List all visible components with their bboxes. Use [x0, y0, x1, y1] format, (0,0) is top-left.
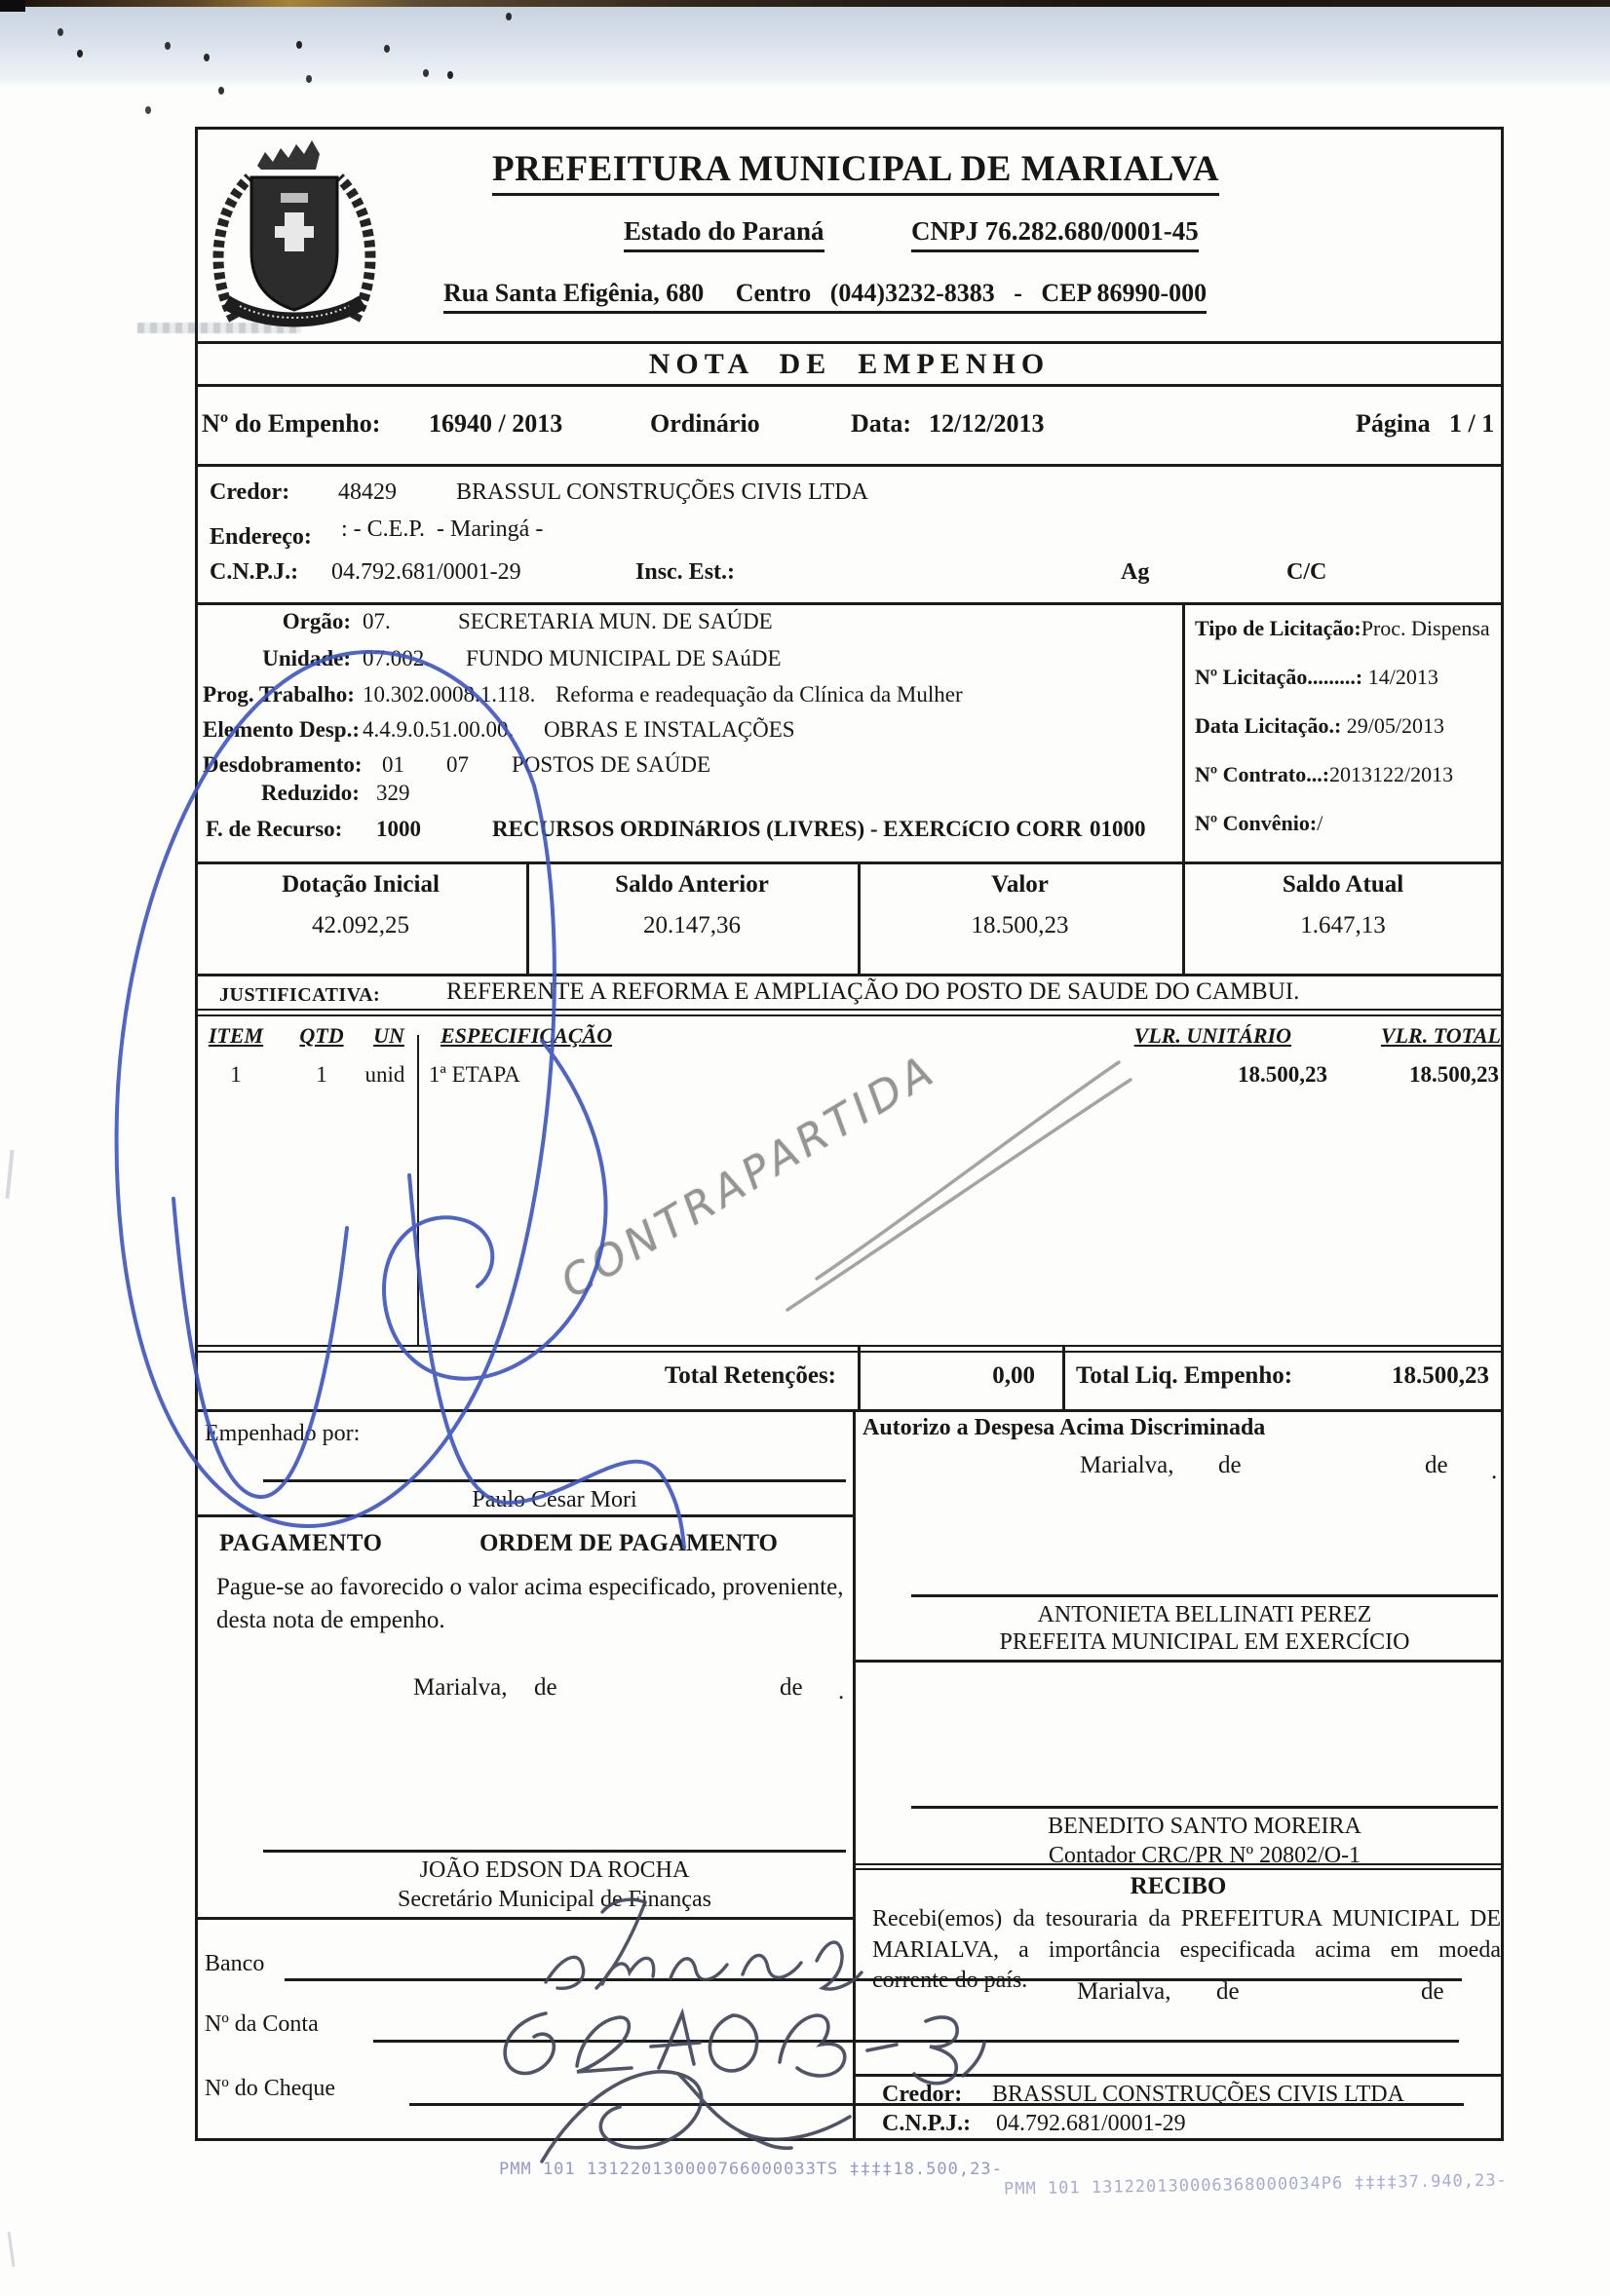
- credor-code: 48429: [338, 479, 397, 505]
- data-licitacao-line: [1195, 713, 1444, 739]
- total-retencoes-value: 0,00: [992, 1362, 1035, 1389]
- desdobramento-code: 01: [382, 752, 404, 777]
- border-totais-bottom: [195, 1409, 1504, 1412]
- page-title: PREFEITURA MUNICIPAL DE MARIALVA: [492, 148, 1219, 196]
- page-number: 1 / 1: [1449, 409, 1495, 438]
- ink-handwriting-cheque: [542, 2072, 850, 2162]
- fonte-recurso-extra: 01000: [1090, 817, 1146, 841]
- saldos-header-valor: Valor: [991, 871, 1049, 898]
- ink-handwriting-banco: [546, 1899, 862, 1989]
- pagamento-section-label: PAGAMENTO: [219, 1530, 383, 1556]
- header-state: Estado do Paraná: [624, 216, 824, 252]
- recibo-de1: de: [1216, 1978, 1240, 2005]
- data-licitacao-value: 29/05/2013: [1346, 713, 1445, 738]
- prog-trabalho-desc: Reforma e readequação da Clínica da Mulher: [556, 682, 963, 707]
- recibo-de2: de: [1421, 1978, 1444, 2005]
- num-convenio-label: Nº Convênio:: [1195, 811, 1318, 835]
- orgao-label: Orgão:: [282, 609, 351, 633]
- border-items-top-2: [195, 1014, 1504, 1016]
- item-cell-vlr-unitario: 18.500,23: [1238, 1062, 1327, 1087]
- conta-fill-line: [373, 2040, 1459, 2043]
- conta-label: Nº da Conta: [205, 2011, 319, 2037]
- border-credor-bottom: [195, 602, 1504, 605]
- cheque-label: Nº do Cheque: [205, 2076, 336, 2101]
- pagamento-de1: de: [534, 1674, 557, 1701]
- unidade-code: 07.002.: [363, 646, 430, 670]
- prog-trabalho-code: 10.302.0008.1.118.: [363, 682, 536, 707]
- header-cnpj: CNPJ 76.282.680/0001-45: [911, 216, 1199, 252]
- items-header-item: ITEM: [208, 1023, 264, 1048]
- recibo-body-text: Recebi(emos) da tesouraria da PREFEITURA MUNICIPAL DE MARIALVA, a importância especificada acima em moeda corrente do país.: [872, 1906, 1501, 1994]
- empenho-date: 12/12/2013: [929, 409, 1045, 438]
- page-border-left: [195, 127, 198, 2141]
- item-cell-espec: 1ª ETAPA: [429, 1062, 520, 1087]
- fonte-recurso-label: F. de Recurso:: [206, 817, 343, 841]
- signer-title-joao: Secretário Municipal de Finanças: [398, 1887, 711, 1912]
- border-empenhado-bottom: [195, 1514, 853, 1517]
- tipo-licitacao-label: Tipo de Licitação:: [1195, 616, 1361, 640]
- page-number-label: Página: [1356, 409, 1431, 438]
- scan-dust-specks: [0, 0, 4, 6]
- prog-trabalho-label: Prog. Trabalho:: [203, 682, 355, 707]
- elemento-desp-desc: OBRAS E INSTALAÇÕES: [544, 717, 795, 742]
- saldos-value-atual: 1.647,13: [1300, 912, 1386, 938]
- header-address: Rua Santa Efigênia, 680 Centro (044)3232-8383 - CEP 86990-000: [443, 279, 1207, 314]
- scan-edge-mark: [5, 1150, 14, 1199]
- border-totais-top-1: [195, 1345, 1504, 1347]
- coat-of-arms-logo: [207, 136, 382, 333]
- empenhado-por-label: Empenhado por:: [205, 1421, 361, 1446]
- num-convenio-line: [1195, 811, 1322, 836]
- border-saldos-bottom: [195, 974, 1504, 976]
- total-retencoes-label: Total Retenções:: [664, 1362, 836, 1389]
- insc-est-label: Insc. Est.:: [635, 559, 736, 585]
- scan-edge-mark: [8, 2232, 16, 2267]
- item-cell-qtd: 1: [316, 1062, 327, 1087]
- desdobramento-label: Desdobramento:: [203, 752, 363, 777]
- divider-signature-columns: [853, 1409, 856, 2138]
- signer-name-joao: JOÃO EDSON DA ROCHA: [419, 1857, 690, 1883]
- autorizo-de2: de: [1425, 1452, 1448, 1478]
- pagamento-city: Marialva,: [413, 1674, 508, 1701]
- justificativa-text: REFERENTE A REFORMA E AMPLIAÇÃO DO POSTO DE SAUDE DO CAMBUI.: [446, 978, 1300, 1005]
- num-contrato-value: 2013122/2013: [1329, 762, 1454, 786]
- empenho-number-label: Nº do Empenho:: [202, 409, 381, 438]
- desdobramento-desc: POSTOS DE SAÚDE: [512, 752, 711, 777]
- pencil-note-contrapartida: CONTRAPARTIDA: [552, 1045, 946, 1309]
- signer-title-antonieta: PREFEITA MUNICIPAL EM EXERCÍCIO: [999, 1629, 1410, 1655]
- machine-print-right: PMM 101 131220130006368000034P6 ‡‡‡‡37.940,23-: [1003, 2170, 1508, 2200]
- num-contrato-label: Nº Contrato...:: [1195, 762, 1330, 786]
- credor-name: BRASSUL CONSTRUÇÕES CIVIS LTDA: [456, 479, 868, 505]
- orgao-code: 07.: [363, 609, 391, 633]
- document-title: NOTA DE EMPENHO: [648, 348, 1051, 380]
- orgao-desc: SECRETARIA MUN. DE SAÚDE: [458, 609, 773, 633]
- num-contrato-line: [1195, 762, 1453, 787]
- signer-title-benedito: Contador CRC/PR Nº 20802/O-1: [1048, 1843, 1361, 1868]
- reduzido-label: Reduzido:: [261, 781, 360, 805]
- num-licitacao-label: Nº Licitação.........:: [1195, 665, 1363, 689]
- pagamento-period: .: [838, 1678, 845, 1704]
- empenho-number: 16940 / 2013: [429, 409, 563, 438]
- scan-top-edge: [0, 0, 1610, 7]
- border-totais-top-2: [195, 1351, 1504, 1353]
- empenho-date-label: Data:: [851, 409, 912, 438]
- recibo-cnpj-value: 04.792.681/0001-29: [996, 2111, 1186, 2136]
- border-items-top-1: [195, 1009, 1504, 1011]
- saldos-value-dotacao: 42.092,25: [312, 912, 409, 938]
- recibo-city: Marialva,: [1077, 1978, 1171, 2005]
- items-header-vlr-total: VLR. TOTAL: [1380, 1023, 1501, 1048]
- divider-retencoes-2: [1062, 1345, 1065, 1409]
- empenho-kind: Ordinário: [650, 409, 760, 438]
- endereco-value: : - C.E.P. - Maringá -: [341, 517, 544, 542]
- autorizo-title: Autorizo a Despesa Acima Discriminada: [862, 1415, 1266, 1440]
- items-header-vlr-unitario: VLR. UNITÁRIO: [1133, 1023, 1291, 1048]
- elemento-desp-label: Elemento Desp.:: [203, 717, 360, 742]
- tipo-licitacao-value: Proc. Dispensa: [1361, 616, 1490, 640]
- signature-line-joao: [263, 1850, 846, 1853]
- pagamento-body-text: Pague-se ao favorecido o valor acima especificado, proveniente, desta nota de empenho.: [216, 1574, 844, 1633]
- desdobramento-code2: 07: [446, 752, 469, 777]
- total-liq-label: Total Liq. Empenho:: [1076, 1362, 1293, 1389]
- recibo-credor-label: Credor:: [882, 2082, 963, 2107]
- autorizo-de1: de: [1218, 1452, 1242, 1478]
- num-convenio-value: /: [1317, 811, 1323, 835]
- unidade-desc: FUNDO MUNICIPAL DE SAúDE: [466, 646, 782, 670]
- scan-top-band: [0, 7, 1610, 86]
- machine-print-left: PMM 101 131220130000766000033TS ‡‡‡‡18.500,23-: [499, 2160, 1003, 2179]
- divider-retencoes-1: [858, 1345, 861, 1409]
- recibo-cnpj-label: C.N.P.J.:: [882, 2111, 972, 2136]
- banco-label: Banco: [205, 1951, 265, 1976]
- num-licitacao-line: [1195, 665, 1438, 690]
- divider-un-espec: [417, 1035, 419, 1345]
- cc-label: C/C: [1286, 559, 1327, 585]
- border-title-bar-top: [195, 341, 1504, 344]
- item-cell-item: 1: [230, 1062, 242, 1087]
- signer-name-paulo: Paulo César Mori: [472, 1487, 637, 1512]
- justificativa-label: JUSTIFICATIVA:: [219, 984, 381, 1006]
- border-header-top: [195, 127, 1504, 130]
- signer-name-antonieta: ANTONIETA BELLINATI PEREZ: [1037, 1602, 1372, 1627]
- items-header-espec: ESPECIFICAÇÃO: [441, 1023, 613, 1048]
- saldos-header-dotacao: Dotação Inicial: [282, 871, 440, 898]
- signer-name-benedito: BENEDITO SANTO MOREIRA: [1048, 1814, 1361, 1839]
- autorizo-city: Marialva,: [1080, 1452, 1174, 1478]
- ag-label: Ag: [1121, 559, 1150, 585]
- data-licitacao-label: Data Licitação.:: [1195, 713, 1342, 738]
- page-border-right: [1501, 127, 1504, 2141]
- recibo-title: RECIBO: [1130, 1873, 1227, 1899]
- endereco-label: Endereço:: [210, 524, 312, 550]
- saldos-header-atual: Saldo Atual: [1282, 871, 1404, 898]
- border-saldos-top: [195, 861, 1504, 864]
- total-liq-value: 18.500,23: [1392, 1362, 1489, 1389]
- signature-line-empenhado: [263, 1479, 846, 1482]
- reduzido-code: 329: [376, 781, 410, 805]
- saldos-value-anterior: 20.147,36: [643, 912, 741, 938]
- border-autorizo-bottom: [853, 1660, 1504, 1663]
- cnpj-value: 04.792.681/0001-29: [331, 559, 521, 585]
- unidade-label: Unidade:: [262, 646, 351, 670]
- pagamento-de2: de: [780, 1674, 803, 1701]
- saldos-value-valor: 18.500,23: [971, 912, 1069, 938]
- items-header-un: UN: [373, 1023, 404, 1048]
- fonte-recurso-code: 1000: [376, 817, 421, 841]
- recibo-credor-name: BRASSUL CONSTRUÇÕES CIVIS LTDA: [992, 2082, 1404, 2107]
- page-border-bottom: [195, 2138, 1504, 2141]
- cnpj-label: C.N.P.J.:: [210, 559, 299, 585]
- tipo-licitacao-line: [1195, 616, 1490, 641]
- border-title-bar-bottom: [195, 384, 1504, 387]
- border-recibo-credor-top: [853, 2074, 1504, 2077]
- border-empenho-row-bottom: [195, 464, 1504, 467]
- ordem-pagamento-title: ORDEM DE PAGAMENTO: [479, 1530, 779, 1556]
- item-cell-un: unid: [364, 1062, 405, 1087]
- items-header-qtd: QTD: [299, 1023, 344, 1048]
- fonte-recurso-desc: RECURSOS ORDINáRIOS (LIVRES) - EXERCíCIO CORR: [492, 817, 1083, 841]
- saldos-header-anterior: Saldo Anterior: [615, 871, 769, 898]
- elemento-desp-code: 4.4.9.0.51.00.00.: [363, 717, 515, 742]
- credor-label: Credor:: [210, 479, 290, 505]
- signature-line-antonieta: [911, 1594, 1498, 1597]
- ink-handwriting-conta: [505, 2013, 984, 2084]
- num-licitacao-value: 14/2013: [1367, 665, 1438, 689]
- autorizo-period: .: [1491, 1458, 1498, 1484]
- signature-line-benedito: [911, 1806, 1498, 1809]
- border-pagamento-bottom: [195, 1917, 853, 1920]
- item-cell-vlr-total: 18.500,23: [1409, 1062, 1499, 1087]
